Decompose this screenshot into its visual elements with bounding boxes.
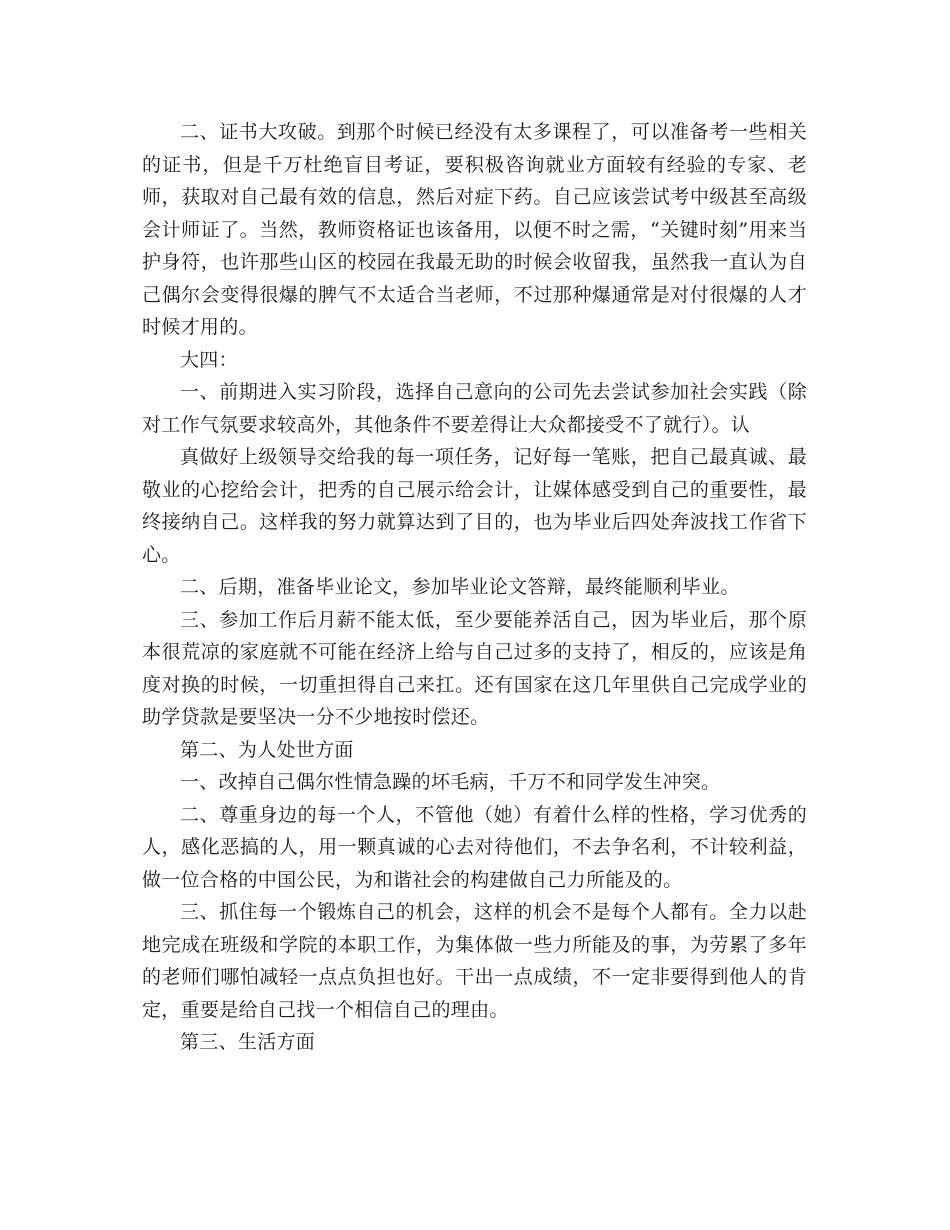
paragraph-internship: 一、前期进入实习阶段，选择自己意向的公司先去尝试参加社会实践（除对工作气氛要求较高外，其他条件不要差得让大众都接受不了就行）。认 <box>142 381 807 436</box>
paragraph-opportunities: 三、抓住每一个锻炼自己的机会，这样的机会不是每个人都有。全力以赴地完成在班级和学院的本职工作，为集体做一些力所能及的事，为劳累了多年的老师们哪怕减轻一点点负担也好。干出一点成绩，不一定非要得到他人的肯定，重要是给自己找一个相信自己的理由。 <box>142 901 807 1021</box>
paragraph-respect: 二、尊重身边的每一个人，不管他（她）有着什么样的性格，学习优秀的人，感化恶搞的人，用一颗真诚的心去对待他们，不去争名利，不计较利益，做一位合格的中国公民，为和谐社会的构建做自己力所能及的。 <box>142 803 807 891</box>
paragraph-certificates: 二、证书大攻破。到那个时候已经没有太多课程了，可以准备考一些相关的证书，但是千万杜绝盲目考证，要积极咨询就业方面较有经验的专家、老师，获取对自己最有效的信息，然后对症下药。自己应该尝试考中级甚至高级会计师证了。当然，教师资格证也该备用，以便不时之需，“关键时刻”用来当护身符，也许那些山区的校园在我最无助的时候会收留我，虽然我一直认为自己偶尔会变得很爆的脾气不太适合当老师，不过那种爆通常是对付很爆的人才时候才用的。 <box>142 121 807 338</box>
heading-senior-year: 大四： <box>180 348 238 371</box>
paragraph-salary: 三、参加工作后月薪不能太低，至少要能养活自己，因为毕业后，那个原本很荒凉的家庭就不可能在经济上给与自己过多的支持了，相反的，应该是角度对换的时候，一切重担得自己来扛。还有国家在这几年里供自己完成学业的助学贷款是要坚决一分不少地按时偿还。 <box>142 608 807 728</box>
document-body <box>142 116 807 1059</box>
paragraph-temper: 一、改掉自己偶尔性情急躁的坏毛病，千万不和同学发生冲突。 <box>180 771 721 793</box>
heading-life: 第三、生活方面 <box>180 1031 316 1053</box>
paragraph-thesis: 二、后期，准备毕业论文，参加毕业论文答辩，最终能顺利毕业。 <box>180 576 740 598</box>
paragraph-internship-continued: 真做好上级领导交给我的每一项任务，记好每一笔账，把自己最真诚、最敬业的心挖给会计，把秀的自己展示给会计，让媒体感受到自己的重要性，最终接纳自己。这样我的努力就算达到了目的，也为毕业后四处奔波找工作省下心。 <box>142 446 807 566</box>
heading-interpersonal: 第二、为人处世方面 <box>180 738 354 761</box>
